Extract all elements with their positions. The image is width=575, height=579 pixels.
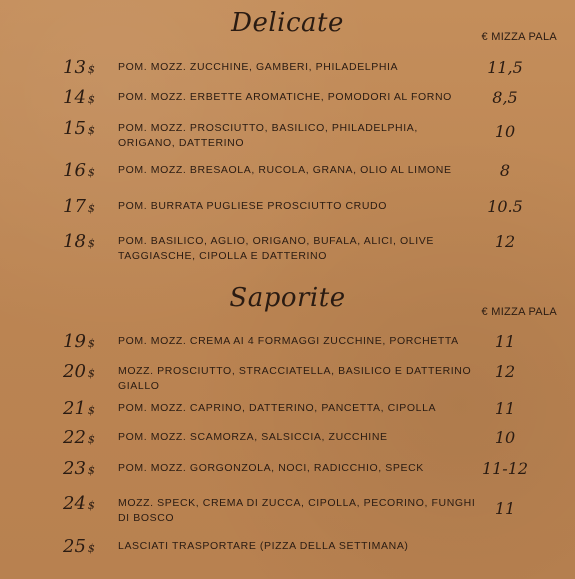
item-description: MOZZ. PROSCIUTTO, STRACCIATELLA, BASILICO E DATTERINO GIALLO [118,365,472,392]
item-number [63,362,111,384]
item-description: POM. BURRATA PUGLIESE PROSCIUTTO CRUDO [118,200,388,212]
item-number-value: 22 [63,427,86,448]
item-description: LASCIATI TRASPORTARE (PIZZA DELLA SETTIMANA) [118,540,409,552]
section-title-delicate: Delicate [231,8,344,38]
item-number-symbol: $ [87,367,95,380]
item-number [63,494,111,516]
item-number-symbol: $ [87,499,95,512]
item-number-symbol: $ [87,237,95,250]
item-number [63,119,111,141]
item-number-symbol: $ [87,433,95,446]
item-number-value: 25 [63,536,86,557]
item-number [63,232,111,254]
item-description: POM. MOZZ. ERBETTE AROMATICHE, POMODORI AL FORNO [118,91,452,103]
item-description: POM. BASILICO, AGLIO, ORIGANO, BUFALA, ALICI, OLIVE TAGGIASCHE, CIPOLLA E DATTERINO [118,235,434,262]
item-number [63,399,111,421]
item-price: 11 [494,499,516,518]
item-price: 8,5 [492,88,518,107]
item-number-value: 18 [63,231,86,252]
item-number-value: 17 [63,196,86,217]
item-number-value: 14 [63,87,86,108]
item-number-symbol: $ [87,202,95,215]
item-number [63,197,111,219]
item-description: POM. MOZZ. PROSCIUTTO, BASILICO, PHILADELPHIA, ORIGANO, DATTERINO [118,122,418,149]
item-price: 12 [494,232,516,251]
item-number [63,161,111,183]
item-price: 10.5 [487,197,523,216]
item-description: POM. MOZZ. CAPRINO, DATTERINO, PANCETTA, CIPOLLA [118,402,437,414]
item-number-symbol: $ [87,63,95,76]
item-price: 10 [494,122,516,141]
item-number-value: 16 [63,160,86,181]
item-number-symbol: $ [87,464,95,477]
item-number-symbol: $ [87,542,95,555]
item-price: 8 [499,161,511,180]
item-number-value: 24 [63,493,86,514]
item-price: 11,5 [487,58,523,77]
item-number-value: 13 [63,57,86,78]
item-number-value: 19 [63,331,86,352]
column-header-saporite: € MIZZA PALA [481,306,557,318]
item-number [63,537,111,559]
item-number-value: 15 [63,118,86,139]
item-price: 11 [494,399,516,418]
item-number-symbol: $ [87,124,95,137]
item-number [63,58,111,80]
section-title-saporite: Saporite [229,283,346,313]
item-price: 11 [494,332,516,351]
item-number-symbol: $ [87,166,95,179]
item-number-symbol: $ [87,93,95,106]
item-price: 12 [494,362,516,381]
item-number-value: 21 [63,398,86,419]
item-description: POM. MOZZ. BRESAOLA, RUCOLA, GRANA, OLIO AL LIMONE [118,164,452,176]
item-number-value: 20 [63,361,86,382]
item-price: 11-12 [481,459,529,478]
item-number [63,332,111,354]
column-header-delicate: € MIZZA PALA [481,31,557,43]
item-number [63,459,111,481]
item-number-value: 23 [63,458,86,479]
item-number-symbol: $ [87,337,95,350]
item-description: POM. MOZZ. SCAMORZA, SALSICCIA, ZUCCHINE [118,431,388,443]
item-number [63,428,111,450]
item-description: POM. MOZZ. GORGONZOLA, NOCI, RADICCHIO, SPECK [118,462,424,474]
item-number-symbol: $ [87,404,95,417]
item-description: MOZZ. SPECK, CREMA DI ZUCCA, CIPOLLA, PECORINO, FUNGHI DI BOSCO [118,497,476,524]
item-description: POM. MOZZ. ZUCCHINE, GAMBERI, PHILADELPHIA [118,61,399,73]
item-price: 10 [494,428,516,447]
item-description: POM. MOZZ. CREMA AI 4 FORMAGGI ZUCCHINE, PORCHETTA [118,335,459,347]
item-number [63,88,111,110]
